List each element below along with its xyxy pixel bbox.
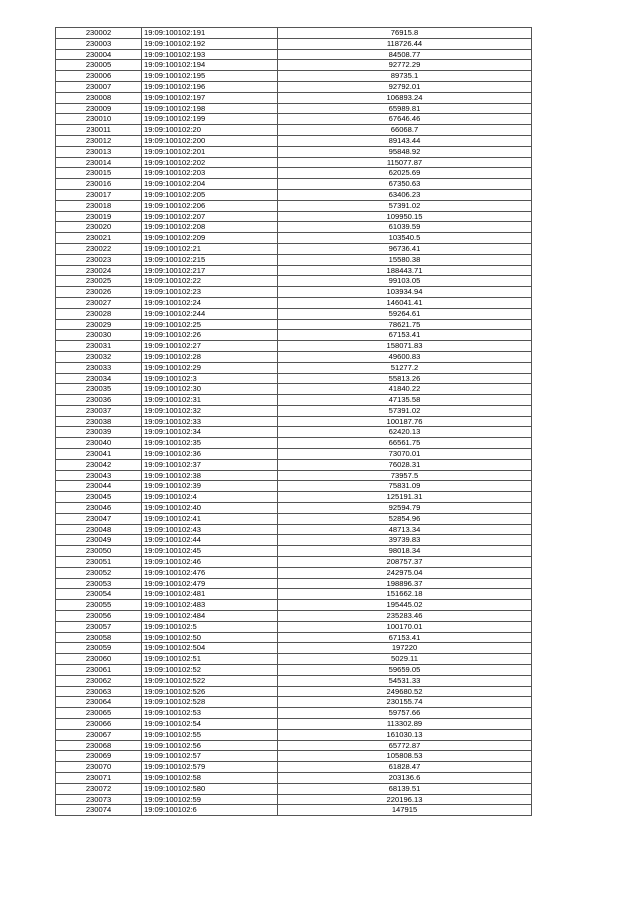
value-cell: 100187.76 xyxy=(278,416,532,427)
table-row xyxy=(56,157,532,168)
value-cell: 63406.23 xyxy=(278,189,532,200)
value-cell: 115077.87 xyxy=(278,157,532,168)
value-cell: 65772.87 xyxy=(278,740,532,751)
row-number-cell: 230069 xyxy=(56,751,142,762)
cadastral-number-cell: 19:09:100102:45 xyxy=(142,546,278,557)
table-row xyxy=(56,503,532,514)
value-cell: 39739.83 xyxy=(278,535,532,546)
row-number-cell: 230037 xyxy=(56,405,142,416)
cadastral-number-cell: 19:09:100102:32 xyxy=(142,405,278,416)
value-cell: 188443.71 xyxy=(278,265,532,276)
row-number-cell: 230010 xyxy=(56,114,142,125)
cadastral-number-cell: 19:09:100102:201 xyxy=(142,146,278,157)
cadastral-number-cell: 19:09:100102:56 xyxy=(142,740,278,751)
row-number-cell: 230043 xyxy=(56,470,142,481)
value-cell: 73070.01 xyxy=(278,449,532,460)
value-cell: 61828.47 xyxy=(278,762,532,773)
cadastral-number-cell: 19:09:100102:205 xyxy=(142,189,278,200)
cadastral-number-cell: 19:09:100102:4 xyxy=(142,492,278,503)
cadastral-number-cell: 19:09:100102:207 xyxy=(142,211,278,222)
cadastral-number-cell: 19:09:100102:504 xyxy=(142,643,278,654)
value-cell: 92792.01 xyxy=(278,81,532,92)
value-cell: 96736.41 xyxy=(278,243,532,254)
cadastral-number-cell: 19:09:100102:203 xyxy=(142,168,278,179)
row-number-cell: 230064 xyxy=(56,697,142,708)
row-number-cell: 230011 xyxy=(56,125,142,136)
data-table xyxy=(55,27,532,816)
cadastral-number-cell: 19:09:100102:22 xyxy=(142,276,278,287)
row-number-cell: 230060 xyxy=(56,654,142,665)
cadastral-number-cell: 19:09:100102:200 xyxy=(142,135,278,146)
table-row xyxy=(56,211,532,222)
row-number-cell: 230073 xyxy=(56,794,142,805)
cadastral-number-cell: 19:09:100102:209 xyxy=(142,233,278,244)
table-row xyxy=(56,276,532,287)
table-row xyxy=(56,60,532,71)
table-row xyxy=(56,71,532,82)
cadastral-number-cell: 19:09:100102:29 xyxy=(142,362,278,373)
table-row xyxy=(56,222,532,233)
value-cell: 151662.18 xyxy=(278,589,532,600)
value-cell: 198896.37 xyxy=(278,578,532,589)
row-number-cell: 230006 xyxy=(56,71,142,82)
row-number-cell: 230022 xyxy=(56,243,142,254)
row-number-cell: 230045 xyxy=(56,492,142,503)
cadastral-number-cell: 19:09:100102:199 xyxy=(142,114,278,125)
cadastral-number-cell: 19:09:100102:479 xyxy=(142,578,278,589)
row-number-cell: 230049 xyxy=(56,535,142,546)
cadastral-number-cell: 19:09:100102:476 xyxy=(142,567,278,578)
cadastral-number-cell: 19:09:100102:3 xyxy=(142,373,278,384)
row-number-cell: 230063 xyxy=(56,686,142,697)
cadastral-number-cell: 19:09:100102:58 xyxy=(142,772,278,783)
table-row xyxy=(56,729,532,740)
cadastral-number-cell: 19:09:100102:27 xyxy=(142,341,278,352)
cadastral-number-cell: 19:09:100102:202 xyxy=(142,157,278,168)
row-number-cell: 230015 xyxy=(56,168,142,179)
row-number-cell: 230024 xyxy=(56,265,142,276)
value-cell: 68139.51 xyxy=(278,783,532,794)
row-number-cell: 230036 xyxy=(56,395,142,406)
row-number-cell: 230021 xyxy=(56,233,142,244)
row-number-cell: 230071 xyxy=(56,772,142,783)
row-number-cell: 230057 xyxy=(56,621,142,632)
value-cell: 57391.02 xyxy=(278,200,532,211)
table-row xyxy=(56,481,532,492)
row-number-cell: 230038 xyxy=(56,416,142,427)
table-row xyxy=(56,719,532,730)
value-cell: 66068.7 xyxy=(278,125,532,136)
row-number-cell: 230074 xyxy=(56,805,142,816)
value-cell: 62420.13 xyxy=(278,427,532,438)
table-row xyxy=(56,395,532,406)
table-row xyxy=(56,351,532,362)
value-cell: 106893.24 xyxy=(278,92,532,103)
row-number-cell: 230065 xyxy=(56,708,142,719)
cadastral-number-cell: 19:09:100102:526 xyxy=(142,686,278,697)
value-cell: 62025.69 xyxy=(278,168,532,179)
cadastral-number-cell: 19:09:100102:244 xyxy=(142,308,278,319)
value-cell: 203136.6 xyxy=(278,772,532,783)
value-cell: 100170.01 xyxy=(278,621,532,632)
value-cell: 54531.33 xyxy=(278,675,532,686)
value-cell: 47135.58 xyxy=(278,395,532,406)
value-cell: 55813.26 xyxy=(278,373,532,384)
cadastral-number-cell: 19:09:100102:54 xyxy=(142,719,278,730)
row-number-cell: 230072 xyxy=(56,783,142,794)
row-number-cell: 230031 xyxy=(56,341,142,352)
row-number-cell: 230002 xyxy=(56,28,142,39)
row-number-cell: 230034 xyxy=(56,373,142,384)
cadastral-number-cell: 19:09:100102:26 xyxy=(142,330,278,341)
table-row xyxy=(56,179,532,190)
row-number-cell: 230003 xyxy=(56,38,142,49)
row-number-cell: 230016 xyxy=(56,179,142,190)
row-number-cell: 230017 xyxy=(56,189,142,200)
value-cell: 109950.15 xyxy=(278,211,532,222)
table-row xyxy=(56,103,532,114)
value-cell: 84508.77 xyxy=(278,49,532,60)
row-number-cell: 230061 xyxy=(56,665,142,676)
cadastral-number-cell: 19:09:100102:191 xyxy=(142,28,278,39)
table-row xyxy=(56,405,532,416)
row-number-cell: 230056 xyxy=(56,611,142,622)
table-row xyxy=(56,384,532,395)
value-cell: 59264.61 xyxy=(278,308,532,319)
row-number-cell: 230025 xyxy=(56,276,142,287)
row-number-cell: 230035 xyxy=(56,384,142,395)
cadastral-number-cell: 19:09:100102:481 xyxy=(142,589,278,600)
table-row xyxy=(56,675,532,686)
value-cell: 73957.5 xyxy=(278,470,532,481)
row-number-cell: 230067 xyxy=(56,729,142,740)
value-cell: 220196.13 xyxy=(278,794,532,805)
cadastral-number-cell: 19:09:100102:195 xyxy=(142,71,278,82)
value-cell: 67153.41 xyxy=(278,632,532,643)
table-row xyxy=(56,38,532,49)
table-row xyxy=(56,557,532,568)
value-cell: 5029.11 xyxy=(278,654,532,665)
row-number-cell: 230007 xyxy=(56,81,142,92)
value-cell: 158071.83 xyxy=(278,341,532,352)
value-cell: 76915.8 xyxy=(278,28,532,39)
value-cell: 67153.41 xyxy=(278,330,532,341)
value-cell: 195445.02 xyxy=(278,600,532,611)
table-row xyxy=(56,654,532,665)
table-row xyxy=(56,373,532,384)
cadastral-number-cell: 19:09:100102:53 xyxy=(142,708,278,719)
cadastral-number-cell: 19:09:100102:580 xyxy=(142,783,278,794)
row-number-cell: 230004 xyxy=(56,49,142,60)
table-row xyxy=(56,233,532,244)
row-number-cell: 230027 xyxy=(56,297,142,308)
value-cell: 48713.34 xyxy=(278,524,532,535)
cadastral-number-cell: 19:09:100102:55 xyxy=(142,729,278,740)
table-row xyxy=(56,794,532,805)
row-number-cell: 230008 xyxy=(56,92,142,103)
table-row xyxy=(56,783,532,794)
value-cell: 147915 xyxy=(278,805,532,816)
table-row xyxy=(56,492,532,503)
value-cell: 230155.74 xyxy=(278,697,532,708)
cadastral-number-cell: 19:09:100102:35 xyxy=(142,438,278,449)
table-row xyxy=(56,81,532,92)
cadastral-number-cell: 19:09:100102:37 xyxy=(142,459,278,470)
value-cell: 51277.2 xyxy=(278,362,532,373)
table-row xyxy=(56,319,532,330)
cadastral-number-cell: 19:09:100102:39 xyxy=(142,481,278,492)
row-number-cell: 230055 xyxy=(56,600,142,611)
value-cell: 197220 xyxy=(278,643,532,654)
value-cell: 242975.04 xyxy=(278,567,532,578)
table-row xyxy=(56,665,532,676)
row-number-cell: 230058 xyxy=(56,632,142,643)
value-cell: 66561.75 xyxy=(278,438,532,449)
cadastral-number-cell: 19:09:100102:52 xyxy=(142,665,278,676)
cadastral-number-cell: 19:09:100102:28 xyxy=(142,351,278,362)
row-number-cell: 230053 xyxy=(56,578,142,589)
cadastral-number-cell: 19:09:100102:44 xyxy=(142,535,278,546)
table-row xyxy=(56,362,532,373)
row-number-cell: 230032 xyxy=(56,351,142,362)
table-row xyxy=(56,621,532,632)
cadastral-number-cell: 19:09:100102:196 xyxy=(142,81,278,92)
cadastral-number-cell: 19:09:100102:41 xyxy=(142,513,278,524)
cadastral-number-cell: 19:09:100102:43 xyxy=(142,524,278,535)
value-cell: 105808.53 xyxy=(278,751,532,762)
row-number-cell: 230028 xyxy=(56,308,142,319)
row-number-cell: 230013 xyxy=(56,146,142,157)
value-cell: 59659.05 xyxy=(278,665,532,676)
row-number-cell: 230051 xyxy=(56,557,142,568)
row-number-cell: 230039 xyxy=(56,427,142,438)
row-number-cell: 230020 xyxy=(56,222,142,233)
table-row xyxy=(56,740,532,751)
cadastral-number-cell: 19:09:100102:193 xyxy=(142,49,278,60)
table-row xyxy=(56,243,532,254)
cadastral-number-cell: 19:09:100102:204 xyxy=(142,179,278,190)
row-number-cell: 230040 xyxy=(56,438,142,449)
value-cell: 125191.31 xyxy=(278,492,532,503)
cadastral-number-cell: 19:09:100102:197 xyxy=(142,92,278,103)
table-row xyxy=(56,578,532,589)
row-number-cell: 230014 xyxy=(56,157,142,168)
value-cell: 78621.75 xyxy=(278,319,532,330)
cadastral-number-cell: 19:09:100102:192 xyxy=(142,38,278,49)
cadastral-number-cell: 19:09:100102:24 xyxy=(142,297,278,308)
cadastral-number-cell: 19:09:100102:206 xyxy=(142,200,278,211)
table-row xyxy=(56,686,532,697)
row-number-cell: 230050 xyxy=(56,546,142,557)
table-row xyxy=(56,524,532,535)
table-row xyxy=(56,470,532,481)
table-row xyxy=(56,189,532,200)
table-row xyxy=(56,643,532,654)
table-row xyxy=(56,697,532,708)
value-cell: 92772.29 xyxy=(278,60,532,71)
row-number-cell: 230023 xyxy=(56,254,142,265)
value-cell: 95848.92 xyxy=(278,146,532,157)
value-cell: 249680.52 xyxy=(278,686,532,697)
value-cell: 67350.63 xyxy=(278,179,532,190)
table-row xyxy=(56,611,532,622)
cadastral-number-cell: 19:09:100102:31 xyxy=(142,395,278,406)
value-cell: 103934.94 xyxy=(278,287,532,298)
cadastral-number-cell: 19:09:100102:208 xyxy=(142,222,278,233)
table-row xyxy=(56,589,532,600)
row-number-cell: 230062 xyxy=(56,675,142,686)
row-number-cell: 230009 xyxy=(56,103,142,114)
row-number-cell: 230030 xyxy=(56,330,142,341)
row-number-cell: 230068 xyxy=(56,740,142,751)
cadastral-number-cell: 19:09:100102:34 xyxy=(142,427,278,438)
row-number-cell: 230026 xyxy=(56,287,142,298)
cadastral-number-cell: 19:09:100102:528 xyxy=(142,697,278,708)
value-cell: 89143.44 xyxy=(278,135,532,146)
table-row xyxy=(56,751,532,762)
cadastral-number-cell: 19:09:100102:23 xyxy=(142,287,278,298)
table-row xyxy=(56,459,532,470)
table-row xyxy=(56,427,532,438)
table-row xyxy=(56,513,532,524)
table-row xyxy=(56,805,532,816)
row-number-cell: 230070 xyxy=(56,762,142,773)
value-cell: 98018.34 xyxy=(278,546,532,557)
value-cell: 146041.41 xyxy=(278,297,532,308)
table-row xyxy=(56,114,532,125)
cadastral-number-cell: 19:09:100102:522 xyxy=(142,675,278,686)
cadastral-number-cell: 19:09:100102:59 xyxy=(142,794,278,805)
row-number-cell: 230019 xyxy=(56,211,142,222)
table-row xyxy=(56,49,532,60)
row-number-cell: 230047 xyxy=(56,513,142,524)
value-cell: 76028.31 xyxy=(278,459,532,470)
cadastral-number-cell: 19:09:100102:198 xyxy=(142,103,278,114)
value-cell: 235283.46 xyxy=(278,611,532,622)
table-row xyxy=(56,600,532,611)
table-row xyxy=(56,28,532,39)
table-row xyxy=(56,546,532,557)
value-cell: 61039.59 xyxy=(278,222,532,233)
table-row xyxy=(56,438,532,449)
table-row xyxy=(56,341,532,352)
table-row xyxy=(56,449,532,460)
cadastral-number-cell: 19:09:100102:215 xyxy=(142,254,278,265)
table-row xyxy=(56,92,532,103)
cadastral-number-cell: 19:09:100102:51 xyxy=(142,654,278,665)
value-cell: 15580.38 xyxy=(278,254,532,265)
cadastral-number-cell: 19:09:100102:33 xyxy=(142,416,278,427)
cadastral-number-cell: 19:09:100102:6 xyxy=(142,805,278,816)
table-row xyxy=(56,308,532,319)
cadastral-number-cell: 19:09:100102:46 xyxy=(142,557,278,568)
row-number-cell: 230029 xyxy=(56,319,142,330)
cadastral-number-cell: 19:09:100102:194 xyxy=(142,60,278,71)
table-row xyxy=(56,772,532,783)
table-row xyxy=(56,254,532,265)
row-number-cell: 230005 xyxy=(56,60,142,71)
row-number-cell: 230042 xyxy=(56,459,142,470)
row-number-cell: 230066 xyxy=(56,719,142,730)
table-row xyxy=(56,762,532,773)
table-row xyxy=(56,416,532,427)
cadastral-number-cell: 19:09:100102:57 xyxy=(142,751,278,762)
value-cell: 99103.05 xyxy=(278,276,532,287)
value-cell: 75831.09 xyxy=(278,481,532,492)
cadastral-number-cell: 19:09:100102:25 xyxy=(142,319,278,330)
table-row xyxy=(56,708,532,719)
value-cell: 52854.96 xyxy=(278,513,532,524)
table-row xyxy=(56,287,532,298)
cadastral-number-cell: 19:09:100102:484 xyxy=(142,611,278,622)
value-cell: 41840.22 xyxy=(278,384,532,395)
row-number-cell: 230012 xyxy=(56,135,142,146)
cadastral-number-cell: 19:09:100102:30 xyxy=(142,384,278,395)
row-number-cell: 230033 xyxy=(56,362,142,373)
cadastral-number-cell: 19:09:100102:38 xyxy=(142,470,278,481)
value-cell: 92594.79 xyxy=(278,503,532,514)
value-cell: 59757.66 xyxy=(278,708,532,719)
value-cell: 208757.37 xyxy=(278,557,532,568)
cadastral-number-cell: 19:09:100102:579 xyxy=(142,762,278,773)
value-cell: 113302.89 xyxy=(278,719,532,730)
cadastral-number-cell: 19:09:100102:5 xyxy=(142,621,278,632)
value-cell: 89735.1 xyxy=(278,71,532,82)
row-number-cell: 230052 xyxy=(56,567,142,578)
row-number-cell: 230048 xyxy=(56,524,142,535)
table-body xyxy=(56,28,532,816)
value-cell: 118726.44 xyxy=(278,38,532,49)
value-cell: 65989.81 xyxy=(278,103,532,114)
value-cell: 49600.83 xyxy=(278,351,532,362)
cadastral-number-cell: 19:09:100102:20 xyxy=(142,125,278,136)
cadastral-number-cell: 19:09:100102:483 xyxy=(142,600,278,611)
table-row xyxy=(56,330,532,341)
row-number-cell: 230018 xyxy=(56,200,142,211)
table-row xyxy=(56,168,532,179)
row-number-cell: 230054 xyxy=(56,589,142,600)
table-row xyxy=(56,125,532,136)
row-number-cell: 230041 xyxy=(56,449,142,460)
value-cell: 161030.13 xyxy=(278,729,532,740)
cadastral-number-cell: 19:09:100102:21 xyxy=(142,243,278,254)
row-number-cell: 230044 xyxy=(56,481,142,492)
cadastral-number-cell: 19:09:100102:40 xyxy=(142,503,278,514)
value-cell: 103540.5 xyxy=(278,233,532,244)
table-row xyxy=(56,135,532,146)
cadastral-number-cell: 19:09:100102:217 xyxy=(142,265,278,276)
value-cell: 67646.46 xyxy=(278,114,532,125)
cadastral-number-cell: 19:09:100102:36 xyxy=(142,449,278,460)
row-number-cell: 230046 xyxy=(56,503,142,514)
table-row xyxy=(56,265,532,276)
value-cell: 57391.02 xyxy=(278,405,532,416)
table-row xyxy=(56,632,532,643)
table-row xyxy=(56,200,532,211)
table-row xyxy=(56,146,532,157)
table-row xyxy=(56,535,532,546)
table-row xyxy=(56,567,532,578)
cadastral-number-cell: 19:09:100102:50 xyxy=(142,632,278,643)
row-number-cell: 230059 xyxy=(56,643,142,654)
table-row xyxy=(56,297,532,308)
